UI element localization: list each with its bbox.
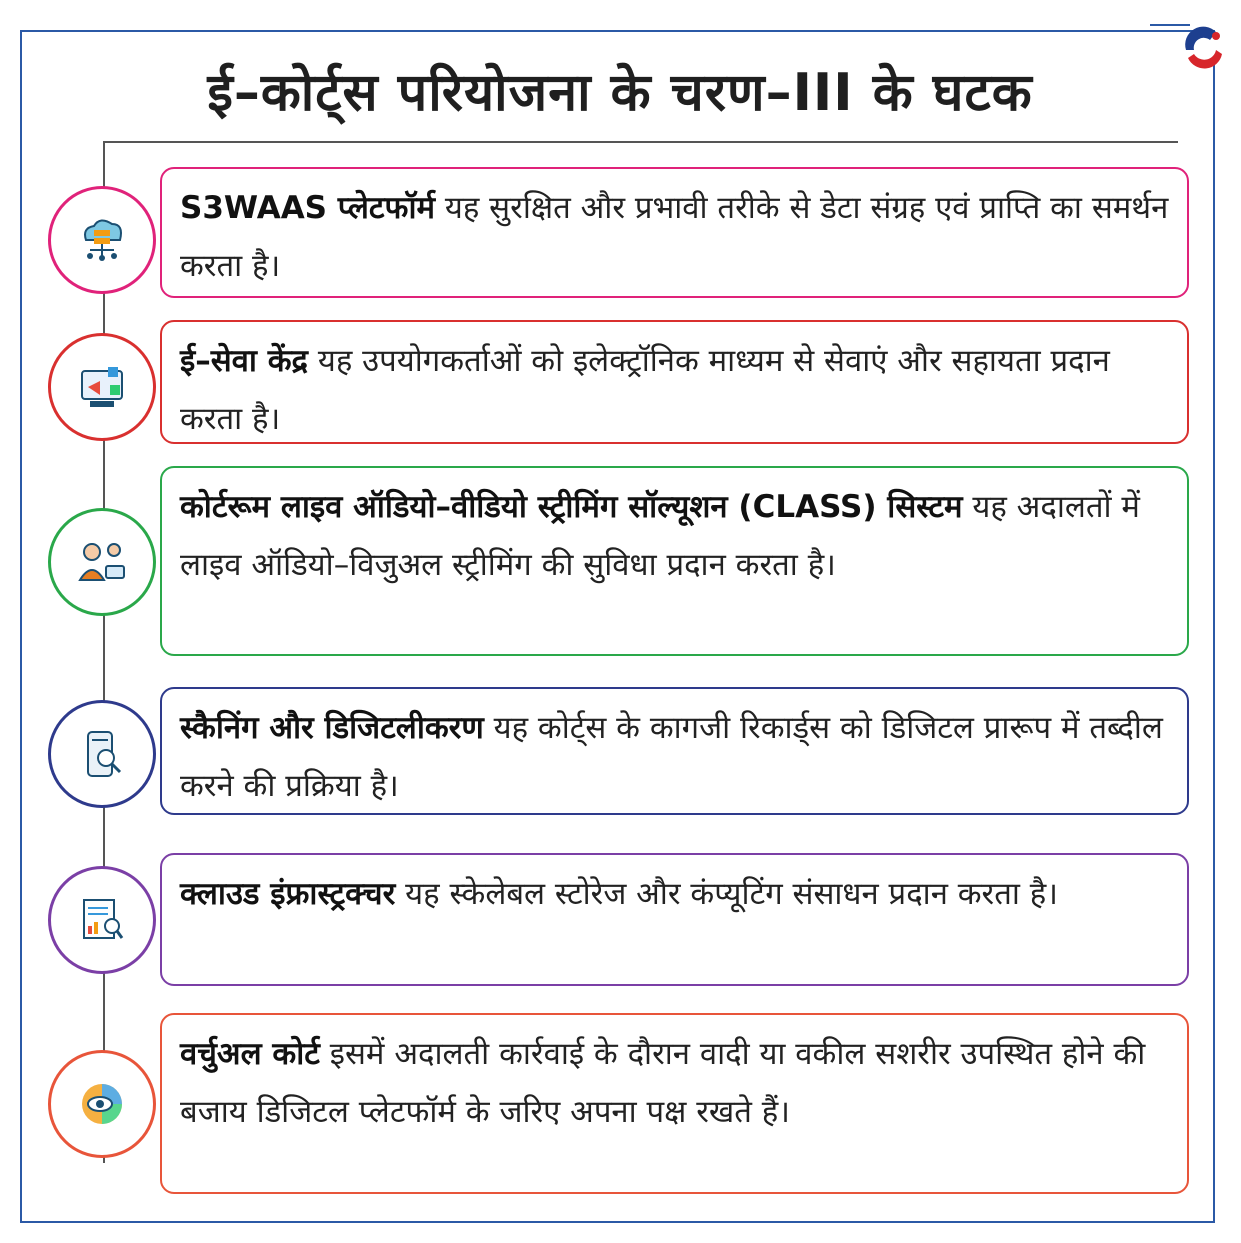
eye-chart-icon [72, 1074, 132, 1134]
item-text: यह सुरक्षित और प्रभावी तरीके से डेटा संग्रह एवं प्राप्ति का समर्थन करता है। [180, 190, 1169, 284]
item-text: इसमें अदालती कार्रवाई के दौरान वादी या वकील सशरीर उपस्थित होने की बजाय डिजिटल प्लेटफॉर्म के जरिए अपना पक्ष रखते हैं। [180, 1036, 1146, 1130]
item-text: यह अदालतों में लाइव ऑडियो–विजुअल स्ट्रीमिंग की सुविधा प्रदान करता है। [180, 489, 1140, 583]
title-divider [103, 141, 1178, 143]
item-heading: S3WAAS प्लेटफॉर्म [180, 190, 436, 226]
item-3-icon-circle [48, 508, 156, 616]
item-5-icon-circle [48, 866, 156, 974]
item-card-virtual-court [160, 1013, 1189, 1194]
item-4-icon-circle [48, 700, 156, 808]
item-card-e-seva-kendra [160, 320, 1189, 444]
item-2-icon-circle [48, 333, 156, 441]
timeline-line [103, 141, 105, 1163]
item-card-cloud-infrastructure [160, 853, 1189, 986]
report-analysis-icon [72, 890, 132, 950]
item-heading: स्कैनिंग और डिजिटलीकरण [180, 710, 484, 746]
item-text: यह स्केलेबल स्टोरेज और कंप्यूटिंग संसाधन प्रदान करता है। [405, 876, 1058, 912]
item-6-icon-circle [48, 1050, 156, 1158]
item-heading: वर्चुअल कोर्ट [180, 1036, 320, 1072]
item-heading: ई–सेवा केंद्र [180, 343, 309, 379]
item-card-class-system [160, 466, 1189, 656]
item-text: यह उपयोगकर्ताओं को इलेक्ट्रॉनिक माध्यम से सेवाएं और सहायता प्रदान करता है। [180, 343, 1110, 437]
item-heading: क्लाउड इंफ्रास्ट्रक्चर [180, 876, 396, 912]
item-1-icon-circle [48, 186, 156, 294]
phone-scan-icon [72, 724, 132, 784]
page-title: ई–कोर्ट्स परियोजना के चरण–III के घटक [207, 63, 1033, 123]
cloud-server-icon [72, 210, 132, 270]
video-call-icon [72, 532, 132, 592]
item-text: यह कोर्ट्स के कागजी रिकार्ड्स को डिजिटल प्रारूप में तब्दील करने की प्रक्रिया है। [180, 710, 1163, 804]
item-card-s3waas [160, 167, 1189, 298]
digital-marketing-icon [72, 357, 132, 417]
item-card-scanning-digitization [160, 687, 1189, 815]
item-heading: कोर्टरूम लाइव ऑडियो–वीडियो स्ट्रीमिंग सॉल्यूशन (CLASS) सिस्टम [180, 489, 963, 525]
